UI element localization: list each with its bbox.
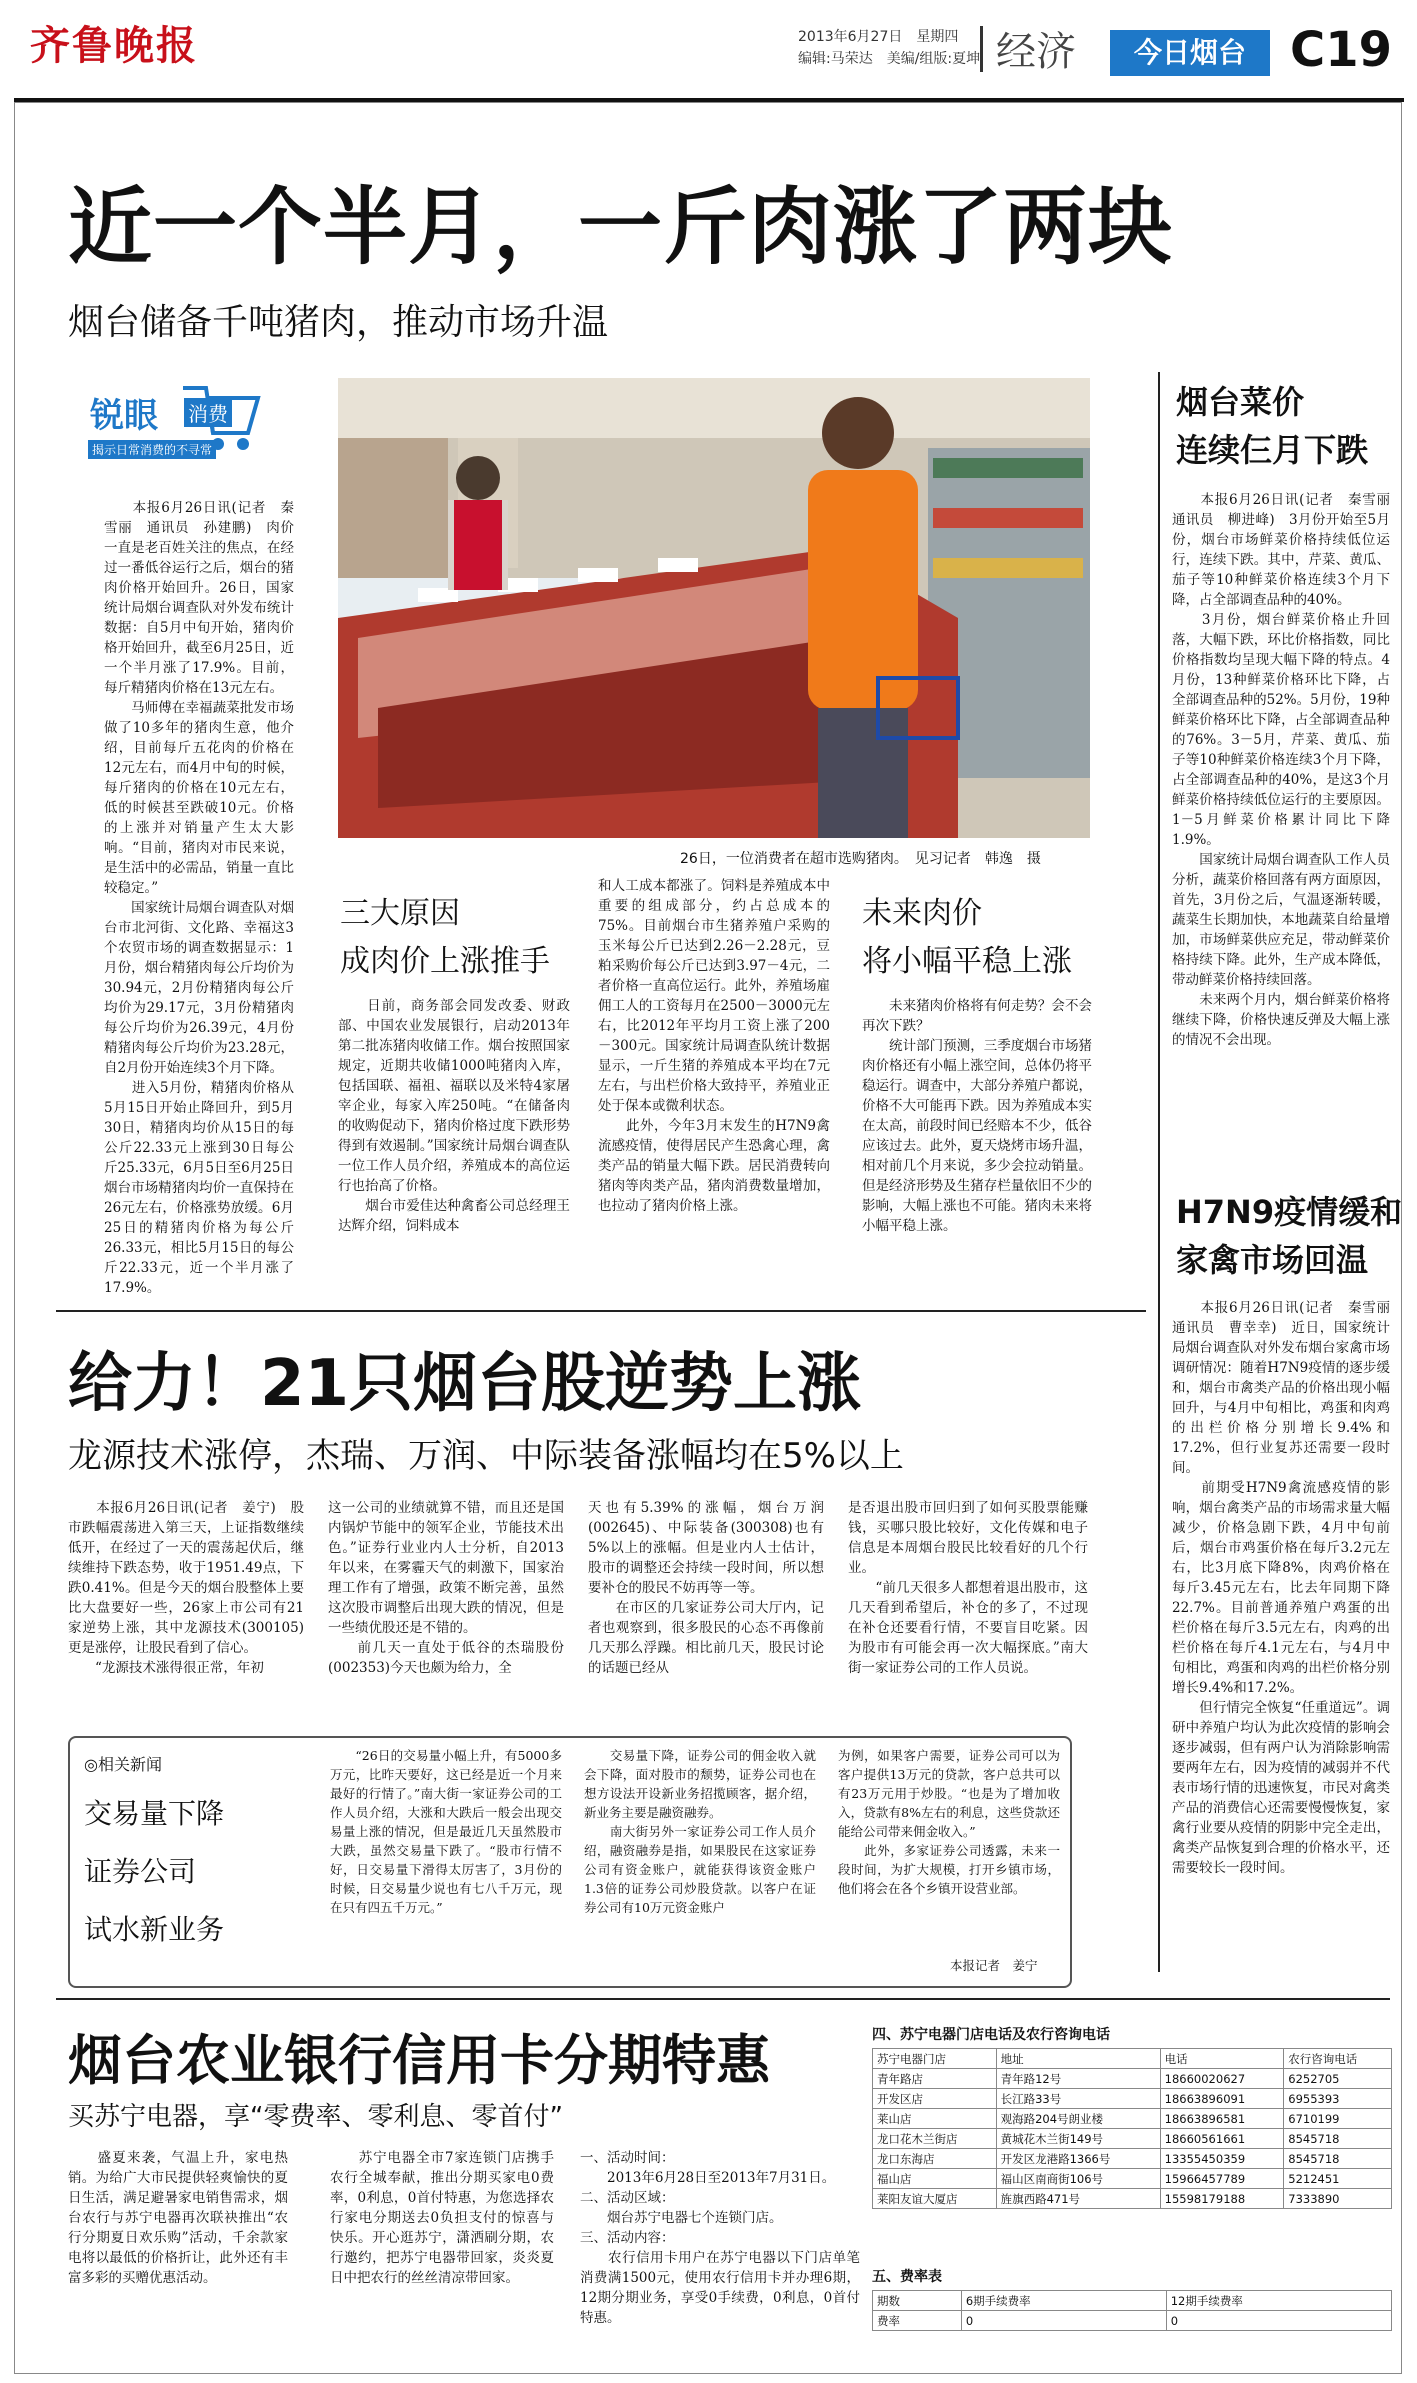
rate-table-header-cell: 6期手续费率 [961,2291,1166,2311]
article2-subhead: 龙源技术涨停，杰瑞、万润、中际装备涨幅均在5%以上 [68,1436,904,1476]
related-news-column-3: 为例，如果客户需要，证券公司可以为客户提供13万元的贷款，客户总共可以有23万元用于炒股。“也是为了增加收入，贷款有8%左右的利息，这些贷款还能给公司带来佣金收入。” 此外，多家证券公司透露，未来一段时间，为扩大规模，打开乡镇市场，他们将会在各个乡镇开设营业部。 [838,1748,1060,1896]
store-table-row [873,2169,1392,2189]
article2-column-2: 这一公司的业绩就算不错，而且还是国内锅炉节能中的领军企业，节能技术出色。”证券行业业内人士分析，自2013年以来，在雾霾天气的刺激下，国家治理工作有了增强，政策不断完善，虽然这次股市调整后出现大跌的情况，但是一些绩优股还是不错的。 前几天一直处于低谷的杰瑞股份(002353)今天也颇为给力，全 [328,1500,564,1676]
article3-rule [56,1998,1390,2000]
related-news-column-2: 交易量下降，证券公司的佣金收入就会下降，面对股市的颓势，证券公司也在想方设法开设新业务招揽顾客，据介绍，新业务主要是融资融券。 南大街另外一家证券公司工作人员介绍，融资融券是指，如果股民在这家证券公司有资金账户，就能获得该资金账户1.3倍的证券公司炒股贷款。以客户在证券公司有10万元资金账户 [584,1748,816,1915]
header-separator [980,26,983,72]
side-story1-text: 本报6月26日讯(记者 秦雪丽 通讯员 柳进峰) 3月份开始至5月份，烟台市场鲜菜价格持续低位运行，连续下跌。其中，芹菜、黄瓜、茄子等10种鲜菜价格连续3个月下降，占全部调查品种的40%。 3月份，烟台鲜菜价格止升回落，大幅下跌，环比价格指数，同比价格指数均呈现大幅下降的特点。4月份，13种鲜菜价格环比下降，占全部调查品种的52%。5月份，19种鲜菜价格环比下降，占全部调查品种的76%。3－5月，芹菜、黄瓜、茄子等10种鲜菜价格连续3个月下降，占全部调查品种的40%，是这3个月鲜菜价格持续低位运行的主要原因。1－5月鲜菜价格累计同比下降1.9%。 国家统计局烟台调查队工作人员分析，蔬菜价格回落有两方面原因，首先，3月份之后，气温逐渐转暖，蔬菜生长期加快，本地蔬菜自给量增加，市场鲜菜供应充足，带动鲜菜价格持续下降。此外，生产成本降低，带动鲜菜价格持续回落。 未来两个月内，烟台鲜菜价格将继续下降，价格快速反弹及大幅上涨的情况不会出现。 [1172,492,1390,1048]
store-table-cell: 龙口花木兰街店 [873,2129,997,2149]
store-table-cell: 长江路33号 [996,2089,1160,2109]
article1-column-3: 和人工成本都涨了。饲料是养殖成本中重要的组成部分，约占总成本的75%。目前烟台市生猪养殖户采购的玉米每公斤已达到2.26－2.28元，豆粕采购价每公斤已达到3.97－4元，二者价格一直高位运行。此外，养殖场雇佣工人的工资每月在2500－3000元左右，比2012年平均月工资上涨了200－300元。国家统计局调查队统计数据显示，一斤生猪的养殖成本平均在7元左右，与出栏价格大致持平，养殖业正处于保本或微利状态。 此外，今年3月末发生的H7N9禽流感疫情，使得居民产生恐禽心理，禽类产品的销量大幅下跌。居民消费转向猪肉等肉类产品，猪肉消费数量增加，也拉动了猪肉价格上涨。 [598,878,830,1214]
article1-column-2: 日前，商务部会同发改委、财政部、中国农业发展银行，启动2013年第二批冻猪肉收储工作。烟台按照国家规定，近期共收储1000吨猪肉入库，包括国联、福祖、福联以及米特4家屠宰企业，每家入库250吨。“在储备肉的收购促动下，猪肉价格过度下跌形势得到有效遏制。”国家统计局烟台调查队一位工作人员介绍，养殖成本的高位运行也抬高了价格。 烟台市爱佳达种禽畜公司总经理王达辉介绍，饲料成本 [338,998,570,1234]
store-table-cell: 15598179188 [1160,2189,1284,2209]
related-news-title-2: 证券公司 [84,1855,197,1888]
article1-headline: 近一个半月，一斤肉涨了两块 [68,178,1174,276]
store-table-row [873,2149,1392,2169]
article2-headline: 给力！21只烟台股逆势上涨 [68,1347,862,1421]
article1-col2-title-1: 三大原因 [340,896,460,931]
store-table-title: 四、苏宁电器门店电话及农行咨询电话 [872,2027,1110,2043]
store-table-cell: 福山区南商街106号 [996,2169,1160,2189]
rate-table [872,2290,1392,2331]
store-table-cell: 18660561661 [1160,2129,1284,2149]
article1-subhead: 烟台储备千吨猪肉，推动市场升温 [68,302,609,343]
store-table-cell: 15966457789 [1160,2169,1284,2189]
article3-subhead: 买苏宁电器，享“零费率、零利息、零首付” [68,2102,563,2132]
article2-rule [56,1310,1146,1312]
store-table-header-cell: 电话 [1160,2049,1284,2069]
side-story2-text: 本报6月26日讯(记者 秦雪丽 通讯员 曹幸幸) 近日，国家统计局烟台调查队对外发布烟台家禽市场调研情况：随着H7N9疫情的逐步缓和，烟台市禽类产品的价格出现小幅回升，与4月中旬相比，鸡蛋和肉鸡的出栏价格分别增长9.4%和17.2%，但行业复苏还需要一段时间。 前期受H7N9禽流感疫情的影响，烟台禽类产品的市场需求量大幅减少，价格急剧下跌，4月中旬前后，烟台市鸡蛋价格在每斤3.2元左右，比3月底下降8%，肉鸡价格在每斤3.45元左右，比去年同期下降22.7%。目前普通养殖户鸡蛋的出栏价格在每斤3.5元左右，肉鸡的出栏价格在每斤4.1元左右，与4月中旬相比，鸡蛋和肉鸡的出栏价格分别增长9.4%和17.2%。 但行情完全恢复“任重道远”。调研中养殖户均认为此次疫情的影响会逐步减弱，但有两户认为消除影响需要两年左右，因为疫情的减弱并不代表市场行情的迅速恢复，市民对禽类产品的消费信心还需要慢慢恢复，家禽行业要从疫情的阴影中完全走出，禽类产品恢复到合理的价格水平，还需要较长一段时间。 [1172,1300,1390,1876]
store-table-cell: 福山店 [873,2169,997,2189]
related-news-tag: ◎相关新闻 [84,1755,162,1774]
store-table-row [873,2109,1392,2129]
supermarket-photo [338,378,1090,838]
store-table-cell: 18660020627 [1160,2069,1284,2089]
related-news-title-3: 试水新业务 [84,1913,225,1946]
store-table-row [873,2089,1392,2109]
store-table-cell: 龙口东海店 [873,2149,997,2169]
store-table-cell: 6955393 [1284,2089,1392,2109]
article2-column-3: 天也有5.39%的涨幅，烟台万润(002645)、中际装备(300308)也有5%以上的涨幅。但是业内人士估计，股市的调整还会持续一段时间，所以想要补仓的股民不妨再等一等。 在市区的几家证券公司大厅内，记者也观察到，很多股民的心态不再像前几天那么浮躁。相比前几天，股民讨论的话题已经从 [588,1500,824,1676]
store-table-cell: 8545718 [1284,2129,1392,2149]
store-table-header-cell: 地址 [996,2049,1160,2069]
rate-table-header-cell: 期数 [873,2291,962,2311]
column-logo-tag: 消费 [184,398,232,427]
section-badge: 今日烟台 [1110,30,1270,76]
store-table-cell: 13355450359 [1160,2149,1284,2169]
store-table-cell: 8545718 [1284,2149,1392,2169]
store-table-cell: 6252705 [1284,2069,1392,2089]
related-news-title-1: 交易量下降 [84,1797,225,1830]
article2-column-4: 是否退出股市回归到了如何买股票能赚钱，买哪只股比较好，文化传媒和电子信息是本周烟台股民比较看好的几个行业。 “前几天很多人都想着退出股市，这几天看到希望后，补仓的多了，不过现在补仓还要看行情，不要盲目吃紧。因为股市有可能会再一次大幅探底。”南大街一家证券公司的工作人员说。 [848,1500,1088,1676]
store-table-cell: 开发区龙港路1366号 [996,2149,1160,2169]
store-table [872,2048,1392,2209]
article3-column-1: 盛夏来袭，气温上升，家电热销。为给广大市民提供轻爽愉快的夏日生活，满足避暑家电销售需求，烟台农行与苏宁电器再次联袂推出“农行分期夏日欢乐购”活动，千余款家电将以最低的价格折让，此外还有丰富多彩的买赠优惠活动。 [68,2150,288,2286]
side-story1-title-2: 连续仨月下跌 [1176,431,1369,469]
issue-date: 2013年6月27日 星期四 [798,29,959,45]
section-name: 经济 [996,29,1076,75]
store-table-cell: 6710199 [1284,2109,1392,2129]
rate-table-cell: 0 [1166,2311,1391,2331]
side-column-rule [1158,372,1160,1972]
related-news-byline: 本报记者 姜宁 [950,1958,1038,1973]
article1-column-4: 未来猪肉价格将有何走势？会不会再次下跌？ 统计部门预测，三季度烟台市场猪肉价格还有小幅上涨空间，总体仍将平稳运行。调查中，大部分养殖户都说，价格不大可能再下跌。因为养殖成本实在太高，前段时间已经赔本不少，低谷应该过去。此外，夏天烧烤市场升温，相对前几个月来说，多少会拉动销量。但是经济形势及生猪存栏量依旧不少的影响，大幅上涨也不可能。猪肉未来将小幅平稳上涨。 [862,998,1092,1234]
rate-table-cell: 费率 [873,2311,962,2331]
page-number: C19 [1290,22,1393,78]
store-table-cell: 5212451 [1284,2169,1392,2189]
side-story2-title-2: 家禽市场回温 [1176,1241,1369,1279]
rate-table-header-cell: 12期手续费率 [1166,2291,1391,2311]
article1-column-1: 本报6月26日讯(记者 秦雪丽 通讯员 孙建鹏) 肉价一直是老百姓关注的焦点，在经过一番低谷运行之后，烟台的猪肉价格开始回升。26日，国家统计局烟台调查队对外发布统计数据：自5月中旬开始，猪肉价格开始回升，截至6月25日，近一个半月涨了17.9%。目前，每斤精猪肉价格在13元左右。 马师傅在幸福蔬菜批发市场做了10多年的猪肉生意，他介绍，目前每斤五花肉的价格在12元左右，而4月中旬的时候，每斤猪肉的价格在10元左右，低的时候甚至跌破10元。价格的上涨并对销量产生太大影响。“目前，猪肉对市民来说，是生活中的必需品，销量一直比较稳定。” 国家统计局烟台调查队对烟台市北河街、文化路、幸福这3个农贸市场的调查数据显示：1月份，烟台精猪肉每公斤均价为30.94元，2月份精猪肉每公斤均价为29.17元，3月份精猪肉每公斤均价为26.39元，4月份精猪肉每公斤均价为23.28元，自2月份开始连续3个月下降。 进入5月份，精猪肉价格从5月15日开始止降回升，到5月30日，精猪肉均价从15日的每公斤22.33元上涨到30日每公斤25.33元，6月5日至6月25日烟台市场精猪肉均价一直保持在26元左右，价格涨势放缓。6月25日的精猪肉价格为每公斤26.33元，相比5月15日的每公斤22.33元，近一个半月涨了17.9%。 [104,500,294,1296]
article3-column-3: 一、活动时间： 2013年6月28日至2013年7月31日。 二、活动区域： 烟台苏宁电器七个连锁门店。 三、活动内容： 农行信用卡用户在苏宁电器以下门店单笔消费满1500元，使用农行信用卡并办理6期，12期分期业务，享受0手续费，0利息，0首付特惠。 [580,2150,860,2326]
newspaper-logo: 齐鲁晚报 [30,22,198,69]
store-table-cell: 莱阳友谊大厦店 [873,2189,997,2209]
article1-col2-title-2: 成肉价上涨推手 [340,944,550,979]
store-table-cell: 开发区店 [873,2089,997,2109]
store-table-row [873,2069,1392,2089]
editor-credit: 编辑:马荣达 美编/组版:夏坤 [798,51,981,67]
related-news-column-1: “26日的交易量小幅上升，有5000多万元，比昨天要好，这已经是近一个月来最好的行情了。”南大街一家证券公司的工作人员介绍，大涨和大跌后一般会出现交易量上涨的情况，但是最近几天虽然股市大跌，虽然交易量下跌了。“股市行情不好，日交易量下滑得太厉害了，3月份的时候，日交易量少说也有七八千万元，现在只有四五千万元。” [330,1748,562,1915]
store-table-cell: 7333890 [1284,2189,1392,2209]
store-table-cell: 青年路12号 [996,2069,1160,2089]
store-table-row [873,2129,1392,2149]
article2-column-1: 本报6月26日讯(记者 姜宁) 股市跌幅震荡进入第三天，上证指数继续低开，在经过了一天的震荡起伏后，继续维持下跌态势，收于1951.49点，下跌0.41%。但是今天的烟台股整体上要比大盘要好一些，26家上市公司有21家逆势上涨，其中龙源技术(300105)更是涨停，让股民看到了信心。 “龙源技术涨得很正常，年初 [68,1500,304,1676]
photo-caption: 26日，一位消费者在超市选购猪肉。 见习记者 韩逸 摄 [680,851,1041,867]
store-table-cell: 旌旗西路471号 [996,2189,1160,2209]
rate-table-row [873,2311,1392,2331]
store-table-cell: 青年路店 [873,2069,997,2089]
article3-headline: 烟台农业银行信用卡分期特惠 [68,2029,770,2092]
article1-col4-title-1: 未来肉价 [862,896,982,931]
column-logo-main: 锐眼 [90,396,158,436]
column-logo [88,378,278,478]
article1-col4-title-2: 将小幅平稳上涨 [862,944,1072,979]
store-table-cell: 18663896091 [1160,2089,1284,2109]
store-table-cell: 观海路204号朗业楼 [996,2109,1160,2129]
article3-column-2: 苏宁电器全市7家连锁门店携手农行全城奉献，推出分期买家电0费率，0利息，0首付特惠，为您选择农行家电分期送去0负担支付的惊喜与快乐。开心逛苏宁，潇洒刷分期，农行邀约，把苏宁电器带回家，炎炎夏日中把农行的丝丝清凉带回家。 [330,2150,554,2286]
store-table-header-cell: 苏宁电器门店 [873,2049,997,2069]
side-story2-title-1: H7N9疫情缓和 [1176,1193,1403,1231]
side-story1-title-1: 烟台菜价 [1176,383,1305,421]
store-table-cell: 黄城花木兰街149号 [996,2129,1160,2149]
rate-table-cell: 0 [961,2311,1166,2331]
store-table-cell: 18663896581 [1160,2109,1284,2129]
store-table-header-cell: 农行咨询电话 [1284,2049,1392,2069]
rate-table-title: 五、费率表 [872,2269,942,2285]
store-table-row [873,2189,1392,2209]
column-logo-sub: 揭示日常消费的不寻常 [88,440,216,459]
store-table-cell: 莱山店 [873,2109,997,2129]
